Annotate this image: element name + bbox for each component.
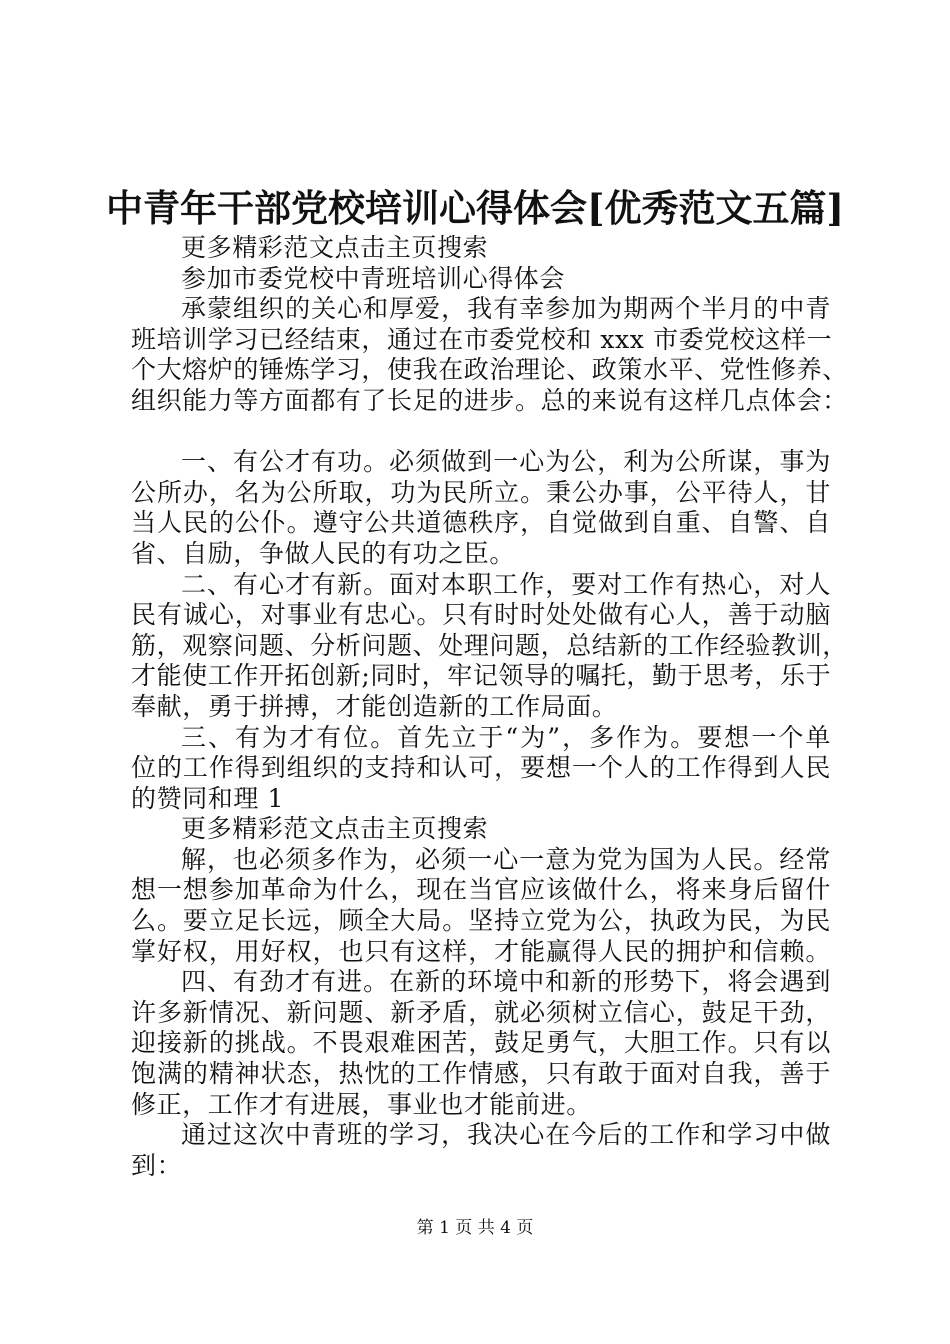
paragraph-line: 通过这次中青班的学习，我决心在今后的工作和学习中做 (181, 1120, 831, 1150)
paragraph-line: 到： (131, 1150, 183, 1180)
paragraph-line: 省、自励，争做人民的有功之臣。 (131, 538, 516, 568)
paragraph-line: 一、有公才有功。必须做到一心为公，利为公所谋，事为 (181, 447, 831, 477)
article-subtitle: 参加市委党校中青班培训心得体会 (181, 263, 566, 293)
paragraph-line: 么。要立足长远，顾全大局。坚持立党为公，执政为民，为民 (131, 906, 831, 936)
paragraph-line: 位的工作得到组织的支持和认可，要想一个人的工作得到人民 (131, 753, 831, 783)
paragraph-line: 班培训学习已经结束，通过在市委党校和 xxx 市委党校这样一 (131, 324, 833, 354)
paragraph-line: 公所办，名为公所取，功为民所立。秉公办事，公平待人，甘 (131, 477, 831, 507)
paragraph-line: 解，也必须多作为，必须一心一意为党为国为人民。经常 (181, 844, 831, 874)
paragraph-line: 许多新情况、新问题、新矛盾，就必须树立信心，鼓足干劲， (131, 997, 831, 1027)
page-footer: 第 1 页 共 4 页 (416, 1218, 534, 1238)
paragraph-line: 想一想参加革命为什么，现在当官应该做什么，将来身后留什 (131, 875, 831, 905)
paragraph-line: 掌好权，用好权，也只有这样，才能赢得人民的拥护和信赖。 (131, 936, 831, 966)
paragraph-line: 奉献，勇于拼搏，才能创造新的工作局面。 (131, 691, 618, 721)
paragraph-line: 修正，工作才有进展，事业也才能前进。 (131, 1089, 592, 1119)
paragraph-line: 承蒙组织的关心和厚爱，我有幸参加为期两个半月的中青 (181, 294, 831, 324)
paragraph-line: 的赞同和理 1 (131, 783, 285, 813)
paragraph-line: 饱满的精神状态，热忱的工作情感，只有敢于面对自我，善于 (131, 1059, 831, 1089)
paragraph-line: 个大熔炉的锤炼学习，使我在政治理论、政策水平、党性修养、 (131, 355, 848, 385)
paragraph-line: 三、有为才有位。首先立于“为”，多作为。要想一个单 (181, 722, 831, 752)
paragraph-gap (131, 417, 831, 448)
promo-line: 更多精彩范文点击主页搜索 (181, 233, 489, 262)
document-title: 中青年干部党校培训心得体会[优秀范文五篇] (105, 186, 844, 230)
paragraph-line: 组织能力等方面都有了长足的进步。总的来说有这样几点体会： (131, 385, 848, 415)
paragraph-line: 才能使工作开拓创新;同时，牢记领导的嘱托，勤于思考，乐于 (131, 661, 832, 691)
promo-line: 更多精彩范文点击主页搜索 (181, 814, 489, 844)
paragraph-line: 当人民的公仆。遵守公共道德秩序，自觉做到自重、自警、自 (131, 508, 831, 538)
paragraph-line: 四、有劲才有进。在新的环境中和新的形势下，将会遇到 (181, 967, 831, 997)
document-body (131, 233, 848, 1181)
paragraph-line: 迎接新的挑战。不畏艰难困苦，鼓足勇气，大胆工作。只有以 (131, 1028, 831, 1058)
paragraph-line: 筋，观察问题、分析问题、处理问题，总结新的工作经验教训， (131, 630, 848, 660)
paragraph-line: 二、有心才有新。面对本职工作，要对工作有热心，对人 (181, 569, 831, 599)
paragraph-line: 民有诚心，对事业有忠心。只有时时处处做有心人，善于动脑 (131, 600, 831, 630)
